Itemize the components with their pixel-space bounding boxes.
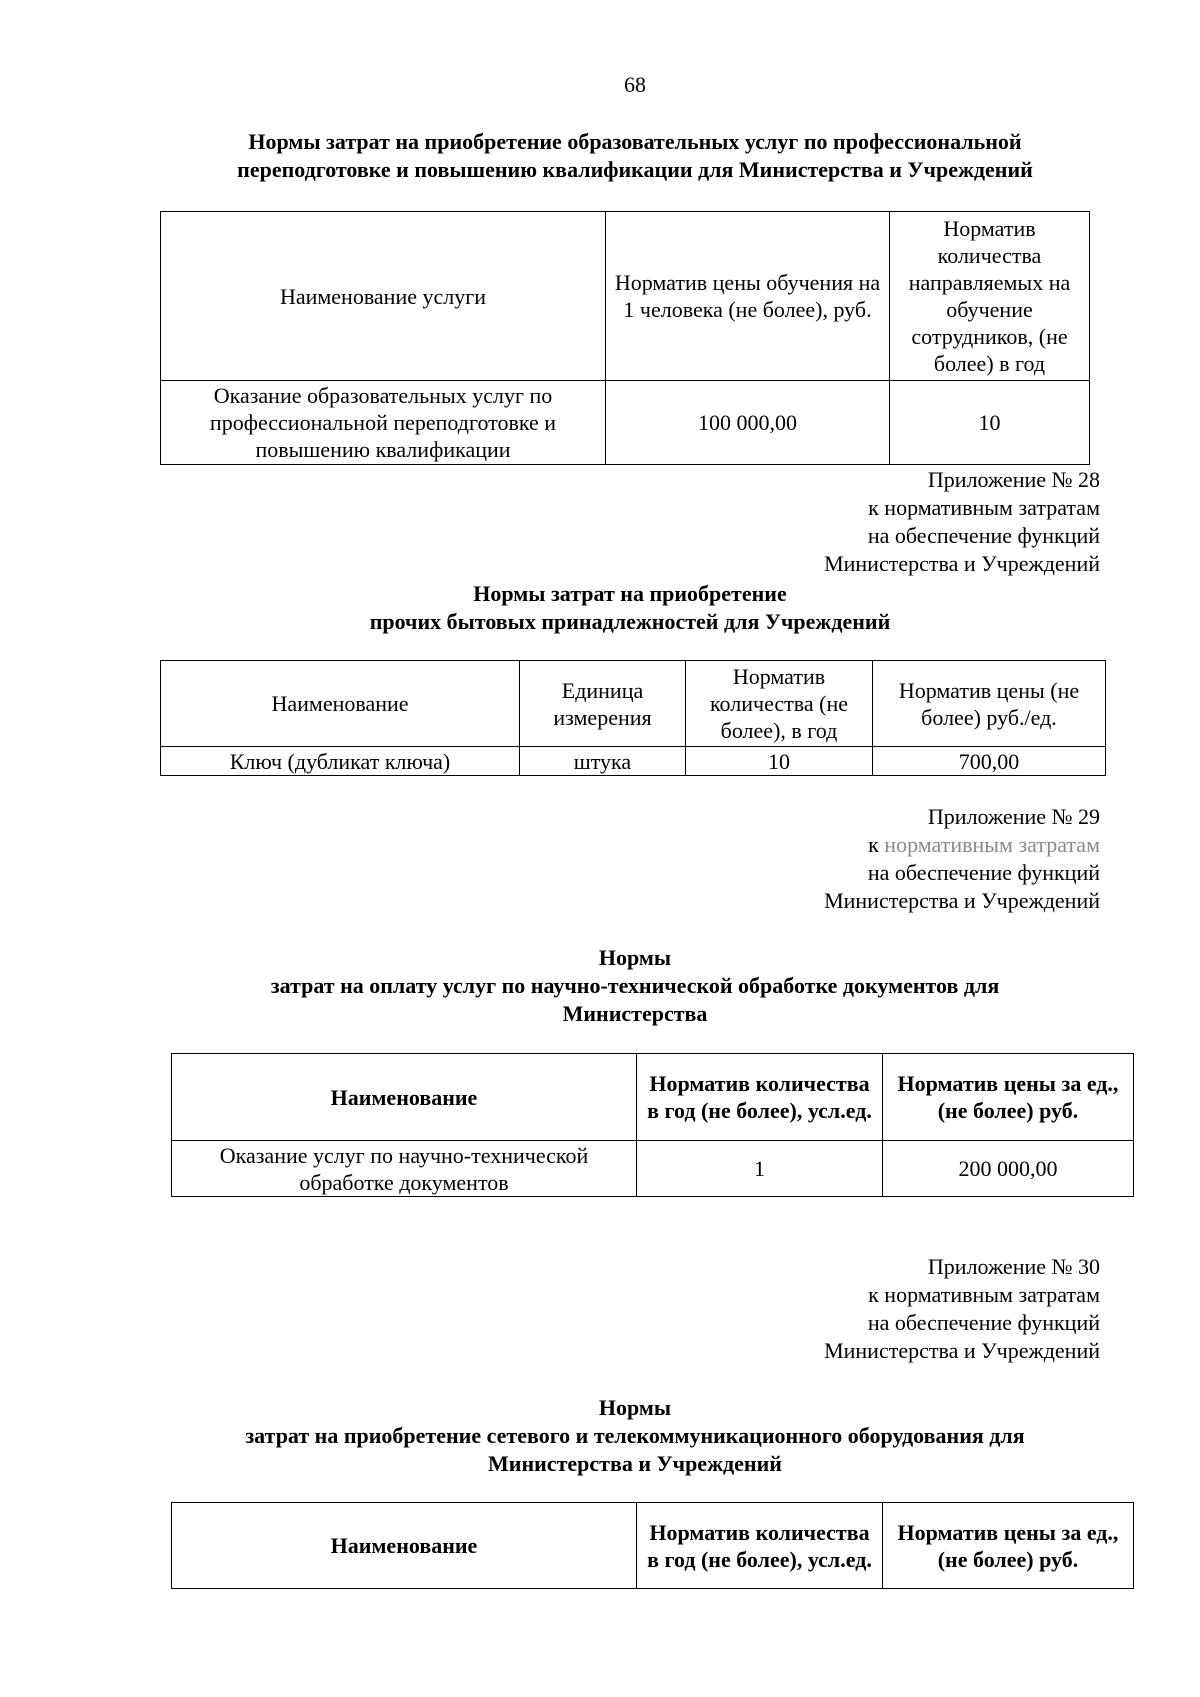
appendix-line-fragment-faded: нормативным затратам [884,832,1100,857]
appendix-30-note [824,1253,1100,1365]
appendix-28-note [824,466,1100,578]
table-cell: 10 [686,747,873,776]
header-cell: Норматив цены (не более) руб./ед. [873,661,1106,747]
table-row [172,1141,1134,1197]
section1-title-line: Нормы затрат на приобретение образовательных услуг по профессиональной [248,129,1022,154]
appendix-line: Министерства и Учреждений [824,888,1100,913]
appendix-line: на обеспечение функций [867,523,1100,548]
table-header-row [172,1503,1134,1589]
table-header-row [161,661,1106,747]
appendix-line [824,831,1100,859]
section3-title-line: Министерства [562,1001,708,1026]
header-cell: Норматив количества (не более), в год [686,661,873,747]
table-row [161,381,1090,465]
section3-title [0,944,1200,1028]
header-cell: Наименование услуги [161,212,606,381]
header-cell: Единица измерения [520,661,686,747]
table-cell: Оказание образовательных услуг по профессиональной переподготовке и повышению квалификации [161,381,606,465]
header-cell: Наименование [172,1503,637,1589]
table-cell: 100 000,00 [606,381,890,465]
table-cell: 200 000,00 [883,1141,1134,1197]
header-cell: Норматив цены за ед., (не более) руб. [883,1054,1134,1141]
appendix-line: к нормативным затратам [868,495,1100,520]
table-cell: Ключ (дубликат ключа) [161,747,520,776]
header-cell: Норматив цены за ед., (не более) руб. [883,1503,1134,1589]
section4-title-line: Нормы [598,1395,672,1420]
table-header-row [161,212,1090,381]
header-cell: Норматив количества направляемых на обучение сотрудников, (не более) в год [890,212,1090,381]
header-cell: Норматив цены обучения на 1 человека (не более), руб. [606,212,890,381]
appendix-line: Приложение № 29 [927,804,1100,829]
section1-title [0,128,1200,184]
section2-title-line: Нормы затрат на приобретение [473,581,787,606]
table-cell: 10 [890,381,1090,465]
section2-title [0,580,1200,636]
table-cell: 700,00 [873,747,1106,776]
table-cell: штука [520,747,686,776]
section4-table [171,1502,1134,1589]
header-cell: Норматив количества в год (не более), усл.ед. [637,1054,883,1141]
appendix-line: на обеспечение функций [867,860,1100,885]
appendix-line: к нормативным затратам [868,1282,1100,1307]
appendix-line: на обеспечение функций [867,1310,1100,1335]
table-header-row [172,1054,1134,1141]
appendix-line-fragment: к [868,832,885,857]
header-cell: Норматив количества в год (не более), усл.ед. [637,1503,883,1589]
table-row [161,747,1106,776]
section1-title-line: переподготовке и повышению квалификации для Министерства и Учреждений [237,157,1033,182]
section4-title-line: затрат на приобретение сетевого и телекоммуникационного оборудования для [245,1423,1025,1448]
appendix-line: Приложение № 30 [927,1254,1100,1279]
section2-table [160,660,1106,776]
section3-table [171,1053,1134,1197]
section1-table [160,211,1090,465]
table-cell: Оказание услуг по научно-технической обработке документов [172,1141,637,1197]
section4-title [0,1394,1200,1478]
page-number: 68 [624,72,646,97]
header-cell: Наименование [172,1054,637,1141]
section3-title-line: Нормы [598,945,672,970]
section4-title-line: Министерства и Учреждений [488,1451,782,1476]
appendix-line: Министерства и Учреждений [824,551,1100,576]
section2-title-line: прочих бытовых принадлежностей для Учреждений [369,609,891,634]
section3-title-line: затрат на оплату услуг по научно-технической обработке документов для [270,973,1000,998]
header-cell: Наименование [161,661,520,747]
appendix-line: Приложение № 28 [927,467,1100,492]
table-cell: 1 [637,1141,883,1197]
appendix-29-note [824,803,1100,915]
appendix-line: Министерства и Учреждений [824,1338,1100,1363]
